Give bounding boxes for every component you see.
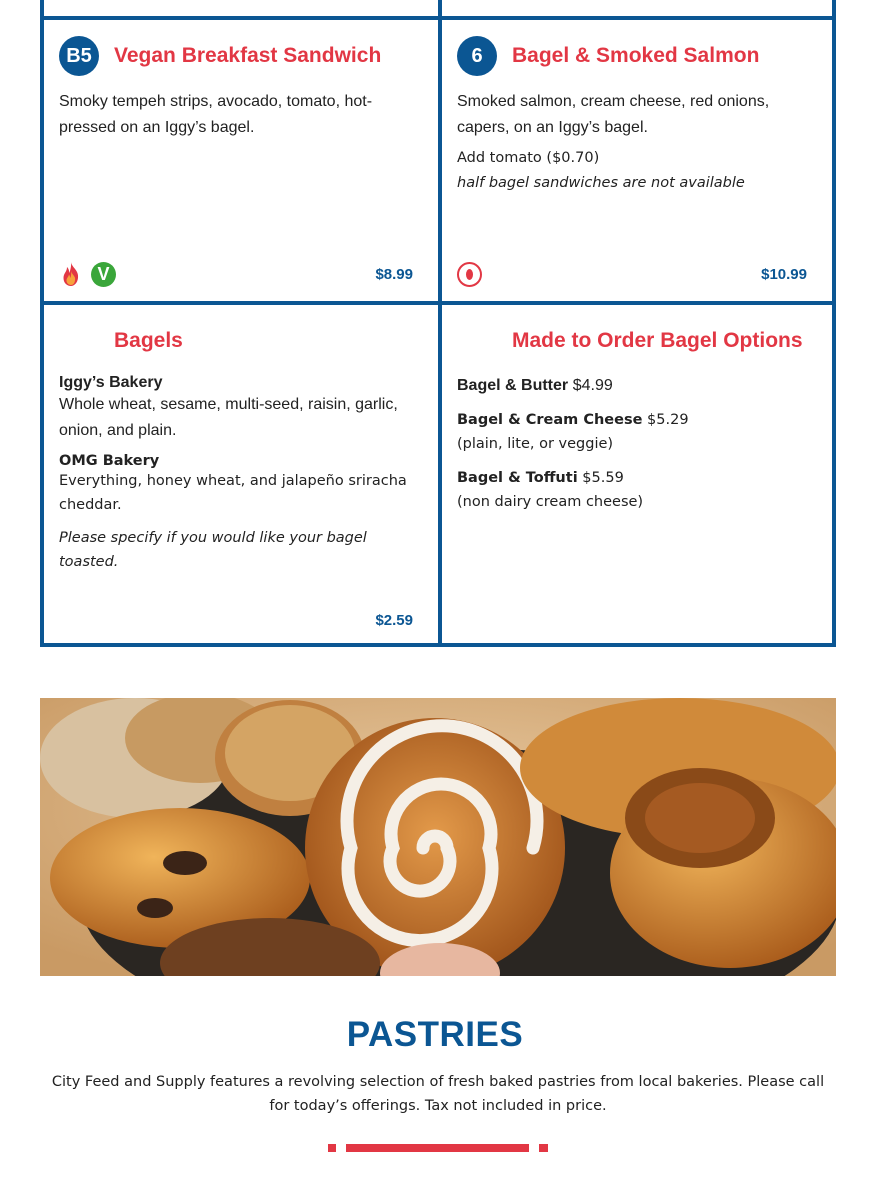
item-note: Please specify if you would like your bagel toasted. xyxy=(59,530,367,570)
menu-item-vegan-breakfast-sandwich[interactable] xyxy=(44,20,438,301)
vegan-icon: V xyxy=(91,262,116,287)
item-description: Smoky tempeh strips, avocado, tomato, hot-pressed on an Iggy’s bagel. xyxy=(59,93,373,136)
fish-icon xyxy=(457,262,482,287)
pastries-illustration xyxy=(40,698,836,976)
option-name: Bagel & Butter xyxy=(457,377,569,394)
option-name: Bagel & Cream Cheese xyxy=(457,412,643,428)
menu-row-sandwiches xyxy=(44,16,832,301)
option-detail: (non dairy cream cheese) xyxy=(457,494,644,510)
menu-cell-previous-right xyxy=(438,0,832,16)
pastries-photo xyxy=(40,698,836,976)
menu-item-bagels[interactable] xyxy=(44,305,438,643)
option-name: Bagel & Toffuti xyxy=(457,470,578,486)
option-line xyxy=(457,374,817,398)
menu-row-previous xyxy=(44,0,832,16)
item-price: $2.59 xyxy=(375,612,413,629)
item-title: Bagels xyxy=(114,329,183,352)
section-divider xyxy=(328,1144,548,1152)
option-price: $5.29 xyxy=(647,412,689,428)
item-note: half bagel sandwiches are not available xyxy=(457,175,745,191)
menu-item-bagel-options[interactable] xyxy=(438,305,832,643)
item-title: Bagel & Smoked Salmon xyxy=(512,44,760,67)
item-description: Smoked salmon, cream cheese, red onions, capers, on an Iggy’s bagel. xyxy=(457,93,770,136)
option-price: $5.59 xyxy=(582,470,624,486)
pastries-description: City Feed and Supply features a revolving selection of fresh baked pastries from local bakeries. Please call for today’s offerings. Tax not included in price. xyxy=(51,1074,825,1114)
option-detail: (plain, lite, or veggie) xyxy=(457,436,614,452)
item-number-badge: 6 xyxy=(457,36,497,76)
option-line xyxy=(457,408,817,456)
bakery-description: Whole wheat, sesame, multi-seed, raisin, garlic, onion, and plain. xyxy=(59,396,398,439)
item-title: Made to Order Bagel Options xyxy=(512,329,803,352)
bakery-description: Everything, honey wheat, and jalapeño sriracha cheddar. xyxy=(59,473,407,513)
spicy-icon xyxy=(59,261,83,287)
bakery-name: OMG Bakery xyxy=(59,453,160,469)
item-number-badge: B5 xyxy=(59,36,99,76)
menu-grid xyxy=(40,0,836,647)
menu-item-bagel-smoked-salmon[interactable] xyxy=(438,20,832,301)
item-title: Vegan Breakfast Sandwich xyxy=(114,44,382,67)
item-price: $10.99 xyxy=(761,266,807,283)
menu-cell-previous-left xyxy=(44,0,438,16)
option-line xyxy=(457,466,817,514)
item-addon: Add tomato ($0.70) xyxy=(457,150,600,166)
bakery-name: Iggy’s Bakery xyxy=(59,374,163,391)
pastries-heading: PASTRIES xyxy=(346,1015,524,1054)
menu-row-bagels xyxy=(44,301,832,643)
option-price: $4.99 xyxy=(572,377,613,394)
item-price: $8.99 xyxy=(375,265,413,283)
